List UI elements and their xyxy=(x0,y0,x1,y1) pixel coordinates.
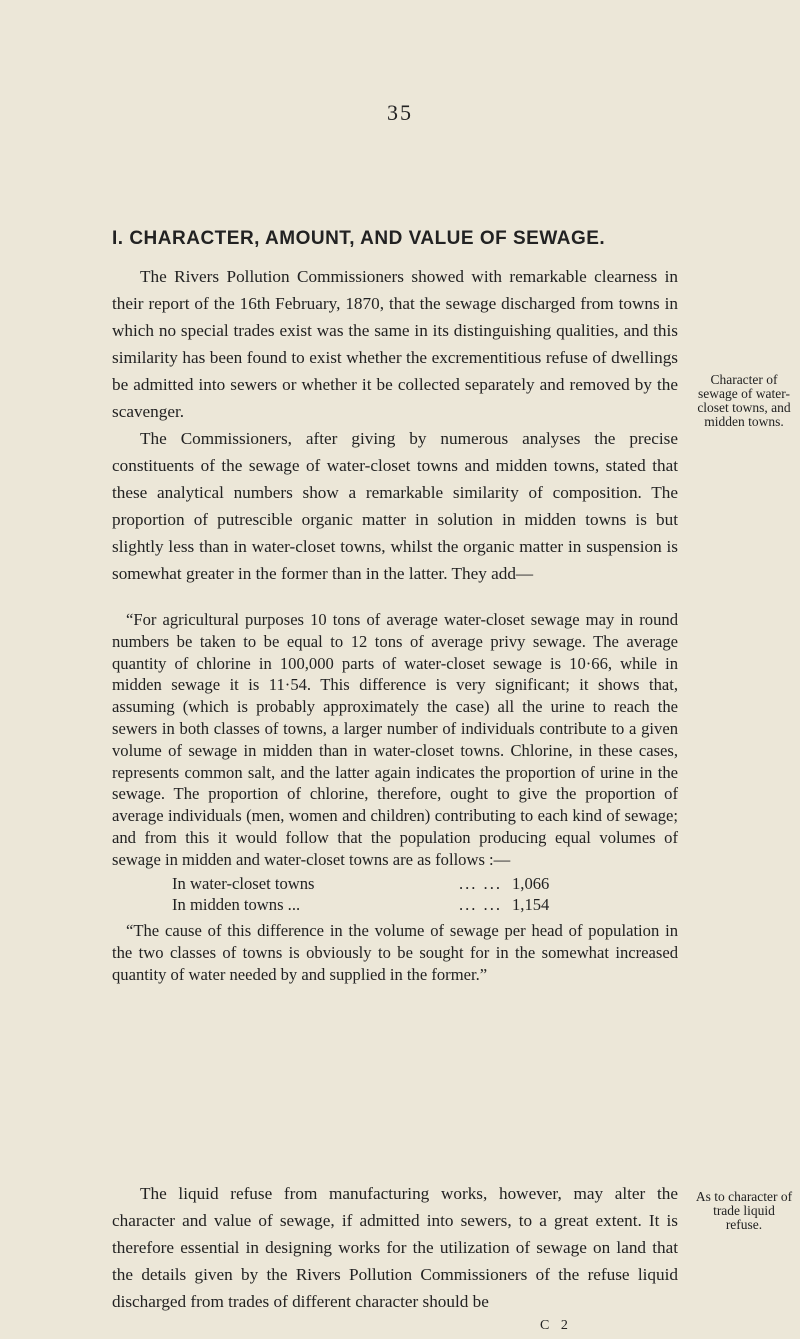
margin-note-trade: As to character of trade liquid refuse. xyxy=(695,1189,793,1232)
population-table xyxy=(112,873,678,917)
margin-note-character: Character of sewage of water-closet towns, and midden towns. xyxy=(697,372,791,429)
page-number: 35 xyxy=(387,100,413,125)
quote-paragraph-2: “The cause of this difference in the volume of sewage per head of population in the two classes of towns is obviously to be sought for in the somewhat increased quantity of water needed by and supplied in the former.” xyxy=(112,921,678,984)
row-leader: ... ... xyxy=(458,895,502,915)
row-label: In water-closet towns xyxy=(172,873,315,893)
paragraph-2: The Commissioners, after giving by numerous analyses the precise constituents of the sewage of water-closet towns and midden towns, stated that these analytical numbers show a remarkable similarity of composition. The proportion of putrescible organic matter in solution in midden towns is but slightly less than in water-closet towns, whilst the organic matter in suspension is somewhat greater in the former than in the latter. They add— xyxy=(112,429,678,583)
table-row xyxy=(172,873,572,895)
table-row xyxy=(172,894,572,916)
section-heading: I. CHARACTER, AMOUNT, AND VALUE OF SEWAGE. xyxy=(112,228,606,249)
row-leader: ... ... xyxy=(458,873,502,893)
intro-text xyxy=(112,263,678,587)
paragraph-1: The Rivers Pollution Commissioners showed with remarkable clearness in their report of the 16th February, 1870, that the sewage discharged from towns in which no special trades exist was the same in its distinguishing qualities, and this similarity has been found to exist whether the excrementitious refuse of dwellings be admitted into sewers or whether it be collected separately and removed by the scavenger. xyxy=(112,267,678,421)
paragraph-3: The liquid refuse from manufacturing works, however, may alter the character and value of sewage, if admitted into sewers, to a great extent. It is therefore essential in designing works for the utilization of sewage on land that the details given by the Rivers Pollution Commissioners of the refuse liquid discharged from trades of different character should be xyxy=(112,1184,678,1311)
trade-refuse-text xyxy=(112,1180,678,1315)
row-label: In midden towns ... xyxy=(172,895,301,915)
row-value: 1,066 xyxy=(512,873,550,893)
quote-paragraph-1: “For agricultural purposes 10 tons of average water-closet sewage may in round numbers be taken to be equal to 12 tons of average privy sewage. The average quantity of chlorine in 100,000 parts of water-closet sewage is 10·66, while in midden sewage it is 11·54. This difference is very significant; it shows that, assuming (which is probably approximately the case) all the urine to reach the sewers in both classes of towns, a larger number of individuals contribute to a given volume of sewage in midden than in water-closet towns. Chlorine, in these cases, represents common salt, and the latter again indicates the proportion of urine in the sewage. The proportion of chlorine, therefore, ought to give the proportion of average individuals (men, women and children) contributing to each kind of sewage; and from this it would follow that the population producing equal volumes of sewage in midden and water-closet towns are as follows :— xyxy=(112,610,678,869)
signature-mark: C 2 xyxy=(540,1318,572,1333)
commissioners-quote xyxy=(112,609,678,986)
row-value: 1,154 xyxy=(512,895,550,915)
